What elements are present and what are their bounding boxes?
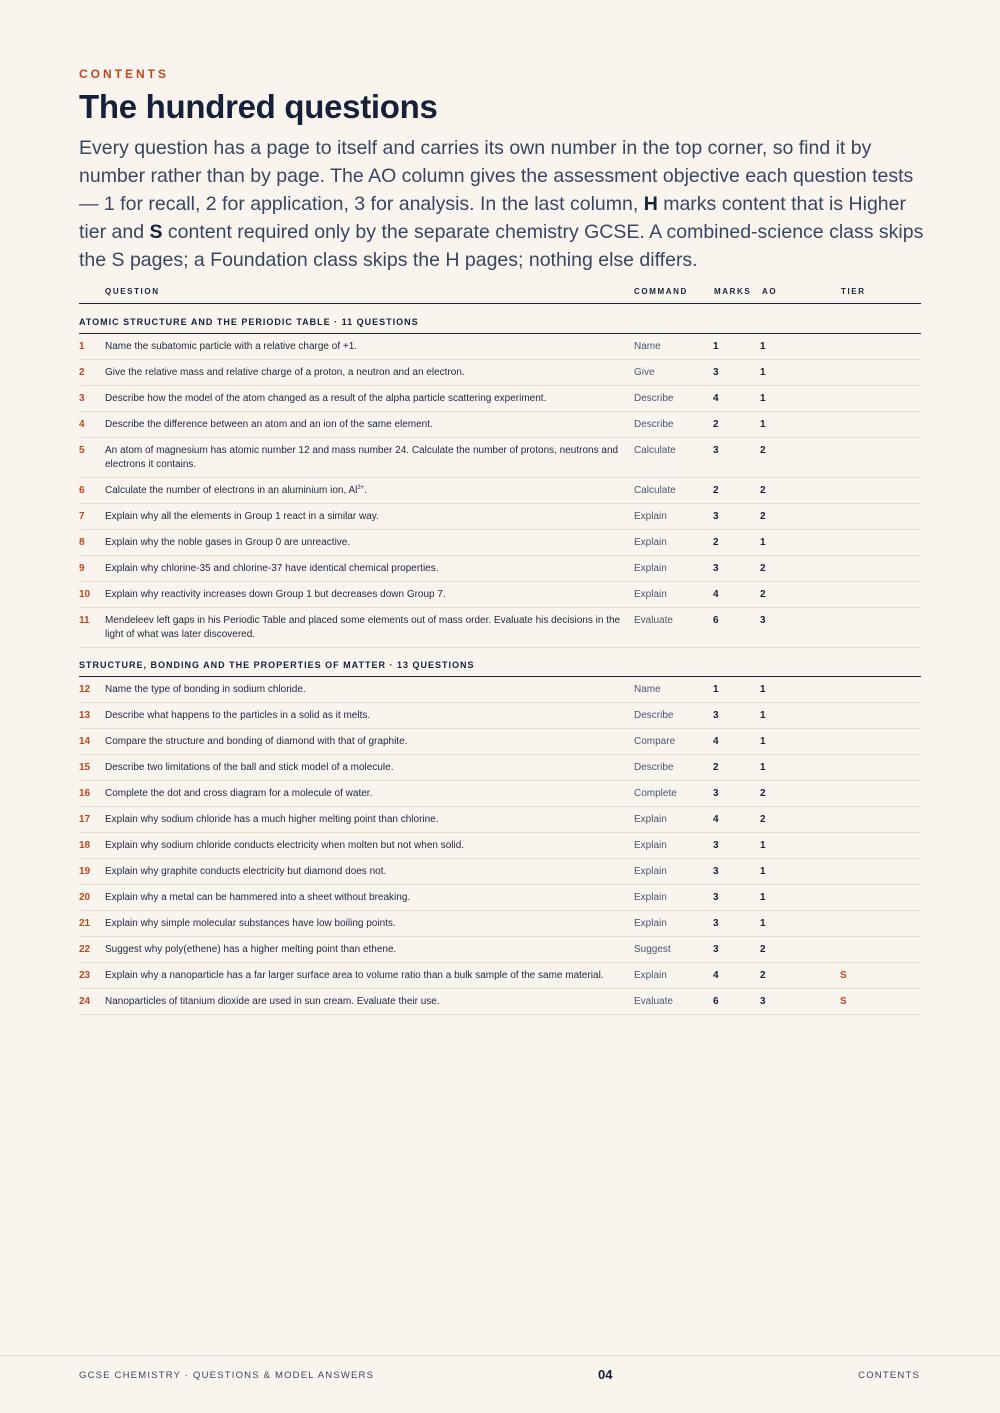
question-text bbox=[105, 755, 635, 780]
marks-value: 3 bbox=[713, 367, 719, 378]
question-text bbox=[105, 677, 635, 702]
command-word: Suggest bbox=[634, 944, 671, 955]
col-marks: MARKS bbox=[714, 287, 752, 296]
question-text-main: Name the type of bonding in sodium chloride. bbox=[105, 684, 306, 695]
question-number: 23 bbox=[79, 970, 91, 981]
question-text-main: Complete the dot and cross diagram for a molecule of water. bbox=[105, 788, 373, 799]
table-row bbox=[79, 911, 921, 937]
table-row bbox=[79, 755, 921, 781]
ao-value: 1 bbox=[760, 341, 766, 352]
command-word: Explain bbox=[634, 840, 667, 851]
question-text-main: Name the subatomic particle with a relative charge of +1. bbox=[105, 341, 358, 352]
question-number: 14 bbox=[79, 736, 91, 747]
marks-value: 3 bbox=[713, 788, 719, 799]
question-text bbox=[105, 703, 635, 728]
question-text bbox=[105, 937, 635, 962]
footer-publication: GCSE CHEMISTRY · QUESTIONS & MODEL ANSWERS bbox=[79, 1370, 375, 1381]
ao-value: 1 bbox=[760, 892, 766, 903]
question-number: 15 bbox=[79, 762, 91, 773]
ao-value: 1 bbox=[760, 918, 766, 929]
question-number: 9 bbox=[79, 563, 85, 574]
marks-value: 2 bbox=[713, 537, 719, 548]
marks-value: 2 bbox=[713, 419, 719, 430]
col-question: QUESTION bbox=[105, 287, 160, 296]
ao-value: 2 bbox=[760, 944, 766, 955]
table-row bbox=[79, 937, 921, 963]
question-text bbox=[105, 582, 635, 607]
marks-value: 6 bbox=[713, 615, 719, 626]
ao-value: 3 bbox=[760, 996, 766, 1007]
ao-value: 2 bbox=[760, 511, 766, 522]
question-text-main: Explain why a metal can be hammered into a sheet without breaking. bbox=[105, 892, 411, 903]
question-number: 22 bbox=[79, 944, 91, 955]
marks-value: 2 bbox=[713, 485, 719, 496]
ao-value: 1 bbox=[760, 537, 766, 548]
table-row bbox=[79, 833, 921, 859]
question-text-main: Calculate the number of electrons in an aluminium ion, Al bbox=[105, 485, 358, 496]
marks-value: 4 bbox=[713, 393, 719, 404]
table-row bbox=[79, 963, 921, 989]
question-number: 1 bbox=[79, 341, 85, 352]
ao-value: 2 bbox=[760, 563, 766, 574]
question-superscript: 3+ bbox=[357, 485, 365, 491]
question-text bbox=[105, 989, 635, 1014]
question-text bbox=[105, 530, 635, 555]
question-text bbox=[105, 504, 635, 529]
intro-s-marker: S bbox=[149, 221, 163, 243]
question-text-end: . bbox=[364, 485, 367, 496]
marks-value: 3 bbox=[713, 511, 719, 522]
question-number: 17 bbox=[79, 814, 91, 825]
question-number: 8 bbox=[79, 537, 85, 548]
question-number: 21 bbox=[79, 918, 91, 929]
question-text-main: Explain why a nanoparticle has a far larger surface area to volume ratio than a bulk sample of the same material. bbox=[105, 970, 604, 981]
command-word: Calculate bbox=[634, 485, 676, 496]
marks-value: 3 bbox=[713, 445, 719, 456]
command-word: Explain bbox=[634, 511, 667, 522]
command-word: Evaluate bbox=[634, 996, 673, 1007]
question-text-main: Explain why chlorine-35 and chlorine-37 have identical chemical properties. bbox=[105, 563, 439, 574]
marks-value: 1 bbox=[713, 341, 719, 352]
question-text-main: Describe what happens to the particles in a solid as it melts. bbox=[105, 710, 371, 721]
question-text bbox=[105, 608, 635, 647]
intro-text-2: marks content that is Higher tier and bbox=[79, 193, 906, 243]
command-word: Evaluate bbox=[634, 615, 673, 626]
page-footer bbox=[0, 1355, 1000, 1413]
ao-value: 1 bbox=[760, 762, 766, 773]
question-text bbox=[105, 833, 635, 858]
question-text-main: Explain why graphite conducts electricity but diamond does not. bbox=[105, 866, 387, 877]
question-text-main: Describe how the model of the atom changed as a result of the alpha particle scattering experiment. bbox=[105, 393, 547, 404]
ao-value: 2 bbox=[760, 485, 766, 496]
question-text bbox=[105, 885, 635, 910]
command-word: Describe bbox=[634, 419, 674, 430]
table-row bbox=[79, 885, 921, 911]
table-row bbox=[79, 478, 921, 504]
marks-value: 3 bbox=[713, 563, 719, 574]
ao-value: 1 bbox=[760, 840, 766, 851]
question-number: 20 bbox=[79, 892, 91, 903]
intro-h-marker: H bbox=[643, 193, 658, 215]
question-number: 24 bbox=[79, 996, 91, 1007]
questions-table bbox=[79, 304, 921, 1015]
question-number: 4 bbox=[79, 419, 85, 430]
ao-value: 2 bbox=[760, 589, 766, 600]
ao-value: 3 bbox=[760, 615, 766, 626]
table-row bbox=[79, 807, 921, 833]
question-text bbox=[105, 438, 635, 477]
table-row bbox=[79, 334, 921, 360]
question-text-main: Nanoparticles of titanium dioxide are used in sun cream. Evaluate their use. bbox=[105, 996, 440, 1007]
question-number: 6 bbox=[79, 485, 85, 496]
ao-value: 2 bbox=[760, 445, 766, 456]
table-row bbox=[79, 703, 921, 729]
question-text bbox=[105, 478, 635, 503]
table-header bbox=[79, 286, 921, 304]
command-word: Explain bbox=[634, 866, 667, 877]
question-number: 7 bbox=[79, 511, 85, 522]
table-row bbox=[79, 504, 921, 530]
question-text bbox=[105, 911, 635, 936]
marks-value: 2 bbox=[713, 762, 719, 773]
ao-value: 1 bbox=[760, 367, 766, 378]
ao-value: 2 bbox=[760, 788, 766, 799]
ao-value: 1 bbox=[760, 419, 766, 430]
question-text-main: Suggest why poly(ethene) has a higher melting point than ethene. bbox=[105, 944, 397, 955]
command-word: Explain bbox=[634, 918, 667, 929]
marks-value: 3 bbox=[713, 710, 719, 721]
marks-value: 4 bbox=[713, 970, 719, 981]
question-text bbox=[105, 859, 635, 884]
command-word: Name bbox=[634, 341, 661, 352]
marks-value: 3 bbox=[713, 944, 719, 955]
question-text-main: Explain why all the elements in Group 1 react in a similar way. bbox=[105, 511, 379, 522]
question-number: 5 bbox=[79, 445, 85, 456]
marks-value: 3 bbox=[713, 840, 719, 851]
command-word: Name bbox=[634, 684, 661, 695]
marks-value: 3 bbox=[713, 892, 719, 903]
table-row bbox=[79, 582, 921, 608]
question-number: 18 bbox=[79, 840, 91, 851]
question-number: 19 bbox=[79, 866, 91, 877]
table-row bbox=[79, 556, 921, 582]
marks-value: 4 bbox=[713, 589, 719, 600]
command-word: Explain bbox=[634, 563, 667, 574]
command-word: Complete bbox=[634, 788, 677, 799]
command-word: Explain bbox=[634, 537, 667, 548]
col-command: COMMAND bbox=[634, 287, 688, 296]
table-row bbox=[79, 438, 921, 478]
command-word: Describe bbox=[634, 393, 674, 404]
marks-value: 4 bbox=[713, 736, 719, 747]
intro-text-1: Every question has a page to itself and carries its own number in the top corner, so find it by number rather than by page. The AO column gives the assessment objective each question tests — 1 for recall, 2 for application, 3 for analysis. In the last column, bbox=[79, 137, 914, 215]
table-row bbox=[79, 859, 921, 885]
question-text-main: Explain why reactivity increases down Group 1 but decreases down Group 7. bbox=[105, 589, 446, 600]
question-text-main: Explain why simple molecular substances have low boiling points. bbox=[105, 918, 396, 929]
question-number: 16 bbox=[79, 788, 91, 799]
table-row bbox=[79, 360, 921, 386]
question-text bbox=[105, 556, 635, 581]
col-ao: AO bbox=[762, 287, 778, 296]
question-text bbox=[105, 729, 635, 754]
ao-value: 1 bbox=[760, 710, 766, 721]
ao-value: 2 bbox=[760, 814, 766, 825]
question-text bbox=[105, 360, 635, 385]
question-number: 12 bbox=[79, 684, 91, 695]
question-text-main: Compare the structure and bonding of diamond with that of graphite. bbox=[105, 736, 408, 747]
marks-value: 3 bbox=[713, 866, 719, 877]
section-heading: STRUCTURE, BONDING AND THE PROPERTIES OF MATTER · 13 QUESTIONS bbox=[79, 648, 921, 677]
command-word: Describe bbox=[634, 762, 674, 773]
ao-value: 1 bbox=[760, 736, 766, 747]
question-text-main: Give the relative mass and relative charge of a proton, a neutron and an electron. bbox=[105, 367, 465, 378]
intro-text-3: content required only by the separate chemistry GCSE. A combined-science class skips the S pages; a Foundation class skips the H pages; nothing else differs. bbox=[79, 221, 924, 271]
table-row bbox=[79, 781, 921, 807]
tier-badge: S bbox=[840, 970, 847, 981]
page-title: The hundred questions bbox=[79, 88, 438, 125]
ao-value: 2 bbox=[760, 970, 766, 981]
command-word: Explain bbox=[634, 814, 667, 825]
command-word: Compare bbox=[634, 736, 676, 747]
command-word: Explain bbox=[634, 589, 667, 600]
table-row bbox=[79, 386, 921, 412]
question-text bbox=[105, 781, 635, 806]
question-text-main: Explain why sodium chloride has a much higher melting point than chlorine. bbox=[105, 814, 439, 825]
marks-value: 1 bbox=[713, 684, 719, 695]
section-eyebrow: CONTENTS bbox=[79, 67, 169, 81]
question-text-main: Describe the difference between an atom and an ion of the same element. bbox=[105, 419, 433, 430]
command-word: Calculate bbox=[634, 445, 676, 456]
question-text bbox=[105, 334, 635, 359]
marks-value: 4 bbox=[713, 814, 719, 825]
section-heading: ATOMIC STRUCTURE AND THE PERIODIC TABLE · 11 QUESTIONS bbox=[79, 304, 921, 334]
command-word: Explain bbox=[634, 970, 667, 981]
question-text-main: Explain why sodium chloride conducts electricity when molten but not when solid. bbox=[105, 840, 465, 851]
question-number: 10 bbox=[79, 589, 91, 600]
table-row bbox=[79, 677, 921, 703]
command-word: Give bbox=[634, 367, 655, 378]
col-tier: TIER bbox=[841, 287, 866, 296]
question-text-main: An atom of magnesium has atomic number 12 and mass number 24. Calculate the number of protons, neutrons and electrons it contains. bbox=[105, 445, 619, 470]
intro-paragraph bbox=[79, 134, 929, 274]
table-row bbox=[79, 412, 921, 438]
question-text-main: Describe two limitations of the ball and stick model of a molecule. bbox=[105, 762, 394, 773]
question-text bbox=[105, 807, 635, 832]
table-row bbox=[79, 608, 921, 648]
question-number: 11 bbox=[79, 615, 90, 626]
ao-value: 1 bbox=[760, 684, 766, 695]
question-text-main: Mendeleev left gaps in his Periodic Table and placed some elements out of mass order. Evaluate his decisions in the light of what was later discovered. bbox=[105, 615, 621, 640]
question-text bbox=[105, 386, 635, 411]
command-word: Describe bbox=[634, 710, 674, 721]
table-row bbox=[79, 729, 921, 755]
table-row bbox=[79, 530, 921, 556]
marks-value: 3 bbox=[713, 918, 719, 929]
table-row bbox=[79, 989, 921, 1015]
question-text-main: Explain why the noble gases in Group 0 are unreactive. bbox=[105, 537, 351, 548]
page-number: 04 bbox=[598, 1367, 613, 1382]
question-text bbox=[105, 412, 635, 437]
question-number: 2 bbox=[79, 367, 85, 378]
question-number: 13 bbox=[79, 710, 91, 721]
tier-badge: S bbox=[840, 996, 847, 1007]
ao-value: 1 bbox=[760, 393, 766, 404]
question-number: 3 bbox=[79, 393, 85, 404]
footer-section: CONTENTS bbox=[858, 1370, 920, 1381]
command-word: Explain bbox=[634, 892, 667, 903]
ao-value: 1 bbox=[760, 866, 766, 877]
marks-value: 6 bbox=[713, 996, 719, 1007]
question-text bbox=[105, 963, 635, 988]
